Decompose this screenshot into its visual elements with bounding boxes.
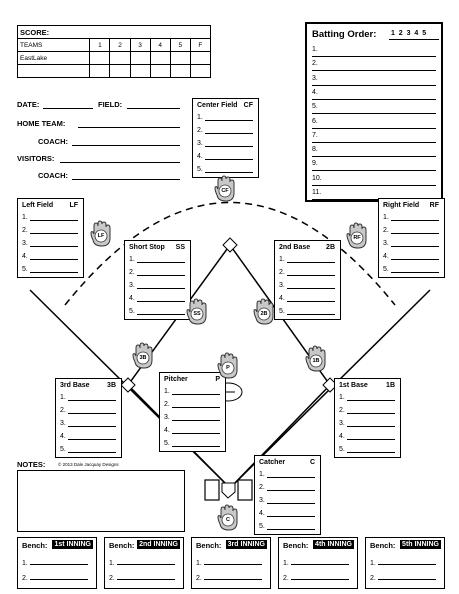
short-stop-glove-icon xyxy=(186,298,208,331)
inning-final: F xyxy=(190,39,210,52)
team-row-1[interactable]: EastLake xyxy=(18,52,90,65)
bench-box-4 xyxy=(278,537,358,589)
position-title: Catcher xyxy=(259,459,286,466)
position-line[interactable]: 5. xyxy=(383,266,439,273)
bench-line[interactable]: 1. xyxy=(109,558,175,567)
batting-line[interactable]: 7. xyxy=(312,132,436,143)
position-abbr: C xyxy=(309,459,315,466)
inning-1: 1 xyxy=(90,39,110,52)
position-line[interactable]: 2. xyxy=(259,484,315,491)
glove-label: 3B xyxy=(139,354,147,361)
position-line[interactable]: 4. xyxy=(60,433,116,440)
position-line[interactable]: 1. xyxy=(197,114,253,121)
right-field-box xyxy=(378,198,445,278)
bench-label: Bench: xyxy=(22,541,48,550)
position-abbr: 1B xyxy=(386,382,395,389)
position-line[interactable]: 1. xyxy=(22,214,78,221)
visitors-field[interactable] xyxy=(60,162,180,163)
position-abbr: CF xyxy=(243,102,253,109)
batting-line[interactable]: 2. xyxy=(312,60,436,71)
position-line[interactable]: 2. xyxy=(383,227,439,234)
first-base-box xyxy=(334,378,401,458)
position-line[interactable]: 2. xyxy=(279,269,335,276)
position-line[interactable]: 3. xyxy=(164,414,220,421)
position-line[interactable]: 4. xyxy=(129,295,185,302)
glove-label: LF xyxy=(97,232,105,239)
date-field[interactable] xyxy=(43,108,93,109)
position-line[interactable]: 2. xyxy=(197,127,253,134)
bench-inning: 5th INNING xyxy=(402,541,439,548)
glove-label: 2B xyxy=(260,310,268,317)
position-title: Left Field xyxy=(22,202,54,209)
position-line[interactable]: 3. xyxy=(22,240,78,247)
glove-label: 1B xyxy=(312,357,320,364)
notes-box[interactable] xyxy=(17,470,185,532)
position-line[interactable]: 5. xyxy=(279,308,335,315)
bench-inning: 2nd INNING xyxy=(139,541,178,548)
date-label: DATE: xyxy=(17,100,40,109)
score-table xyxy=(17,25,211,78)
glove-label: SS xyxy=(193,310,201,317)
position-line[interactable]: 1. xyxy=(259,471,315,478)
glove-label: CF xyxy=(221,187,229,194)
glove-label: C xyxy=(226,516,230,523)
short-stop-box xyxy=(124,240,191,320)
bench-label: Bench: xyxy=(109,541,135,550)
second-base-glove-icon xyxy=(253,298,275,331)
catcher-box xyxy=(254,455,321,535)
batting-order-title: Batting Order: xyxy=(312,29,377,40)
third-base-box xyxy=(55,378,122,458)
position-abbr: P xyxy=(215,376,220,383)
position-line[interactable]: 5. xyxy=(339,446,395,453)
bench-inning: 4th INNING xyxy=(315,541,352,548)
bench-label: Bench: xyxy=(196,541,222,550)
position-line[interactable]: 1. xyxy=(129,256,185,263)
position-abbr: 3B xyxy=(107,382,116,389)
center-field-box xyxy=(192,98,259,178)
position-line[interactable]: 1. xyxy=(60,394,116,401)
bench-line[interactable]: 2. xyxy=(196,573,262,582)
position-title: 3rd Base xyxy=(60,382,90,389)
right-field-glove-icon xyxy=(346,222,368,255)
position-abbr: SS xyxy=(175,244,185,251)
position-line[interactable]: 3. xyxy=(60,420,116,427)
position-abbr: RF xyxy=(429,202,439,209)
inning-4: 4 xyxy=(150,39,170,52)
position-line[interactable]: 5. xyxy=(129,308,185,315)
position-line[interactable]: 3. xyxy=(383,240,439,247)
inning-2: 2 xyxy=(110,39,130,52)
batting-line[interactable]: 3. xyxy=(312,75,436,86)
pitcher-glove-icon xyxy=(217,352,239,385)
position-abbr: LF xyxy=(69,202,78,209)
position-title: 2nd Base xyxy=(279,244,311,251)
position-title: Center Field xyxy=(197,102,238,109)
field-field[interactable] xyxy=(127,108,180,109)
catcher-glove-icon xyxy=(217,504,239,537)
inning-5: 5 xyxy=(170,39,190,52)
position-line[interactable]: 3. xyxy=(339,420,395,427)
bench-line[interactable]: 2. xyxy=(370,573,436,582)
bench-inning: 1st INNING xyxy=(54,541,91,548)
bench-line[interactable]: 1. xyxy=(370,558,436,567)
bench-line[interactable]: 1. xyxy=(196,558,262,567)
position-line[interactable]: 4. xyxy=(22,253,78,260)
position-line[interactable]: 4. xyxy=(339,433,395,440)
batting-line[interactable]: 4. xyxy=(312,89,436,100)
bench-label: Bench: xyxy=(370,541,396,550)
visitors-coach-field[interactable] xyxy=(72,179,180,180)
inning-3: 3 xyxy=(130,39,150,52)
position-line[interactable]: 2. xyxy=(22,227,78,234)
home-team-field[interactable] xyxy=(78,127,180,128)
field-label: FIELD: xyxy=(98,100,123,109)
score-title: SCORE: xyxy=(18,26,211,39)
home-coach-field[interactable] xyxy=(72,145,180,146)
bench-box-3 xyxy=(191,537,271,589)
notes-label: NOTES: xyxy=(17,460,46,469)
position-line[interactable]: 3. xyxy=(129,282,185,289)
batting-line[interactable]: 11. xyxy=(312,189,436,200)
position-line[interactable]: 5. xyxy=(197,166,253,173)
bench-line[interactable]: 1. xyxy=(22,558,88,567)
position-line[interactable]: 4. xyxy=(164,427,220,434)
teams-label: TEAMS xyxy=(18,39,90,52)
position-line[interactable]: 1. xyxy=(383,214,439,221)
bench-box-5 xyxy=(365,537,445,589)
position-line[interactable]: 1. xyxy=(279,256,335,263)
pitcher-box xyxy=(159,372,226,452)
center-field-glove-icon xyxy=(214,175,236,208)
position-line[interactable]: 2. xyxy=(60,407,116,414)
bench-line[interactable]: 2. xyxy=(283,573,349,582)
position-line[interactable]: 5. xyxy=(259,523,315,530)
position-line[interactable]: 4. xyxy=(279,295,335,302)
left-field-box xyxy=(17,198,84,278)
batting-line[interactable]: 10. xyxy=(312,175,436,186)
bench-line[interactable]: 2. xyxy=(109,573,175,582)
bench-box-2 xyxy=(104,537,184,589)
home-coach-label: COACH: xyxy=(38,137,68,146)
bench-box-1 xyxy=(17,537,97,589)
second-base-box xyxy=(274,240,341,320)
left-field-glove-icon xyxy=(90,220,112,253)
position-line[interactable]: 5. xyxy=(164,440,220,447)
batting-line[interactable]: 1. xyxy=(312,46,436,57)
glove-label: P xyxy=(226,364,230,371)
position-line[interactable]: 5. xyxy=(22,266,78,273)
position-title: Short Stop xyxy=(129,244,165,251)
position-line[interactable]: 2. xyxy=(339,407,395,414)
home-team-label: HOME TEAM: xyxy=(17,119,66,128)
team-row-2[interactable] xyxy=(18,65,90,78)
position-title: 1st Base xyxy=(339,382,368,389)
copyright-text: © 2013 Dale Jacquay Designs xyxy=(58,462,119,467)
visitors-coach-label: COACH: xyxy=(38,171,68,180)
bench-inning: 3rd INNING xyxy=(227,541,265,548)
batting-line[interactable]: 9. xyxy=(312,160,436,171)
batting-line[interactable]: 6. xyxy=(312,118,436,129)
position-line[interactable]: 2. xyxy=(129,269,185,276)
position-line[interactable]: 1. xyxy=(164,388,220,395)
position-line[interactable]: 3. xyxy=(197,140,253,147)
batting-order-box xyxy=(305,22,443,202)
position-line[interactable]: 4. xyxy=(259,510,315,517)
glove-label: RF xyxy=(353,234,361,241)
position-line[interactable]: 2. xyxy=(164,401,220,408)
bench-line[interactable]: 2. xyxy=(22,573,88,582)
batting-line[interactable]: 8. xyxy=(312,146,436,157)
third-base-glove-icon xyxy=(132,342,154,375)
position-abbr: 2B xyxy=(326,244,335,251)
position-line[interactable]: 4. xyxy=(197,153,253,160)
position-title: Pitcher xyxy=(164,376,188,383)
first-base-glove-icon xyxy=(305,345,327,378)
batting-line[interactable]: 5. xyxy=(312,103,436,114)
bench-label: Bench: xyxy=(283,541,309,550)
batting-order-nums: 1 2 3 4 5 xyxy=(391,30,427,37)
position-line[interactable]: 3. xyxy=(259,497,315,504)
position-line[interactable]: 1. xyxy=(339,394,395,401)
position-line[interactable]: 3. xyxy=(279,282,335,289)
position-title: Right Field xyxy=(383,202,420,209)
visitors-label: VISITORS: xyxy=(17,154,55,163)
position-line[interactable]: 4. xyxy=(383,253,439,260)
position-line[interactable]: 5. xyxy=(60,446,116,453)
bench-line[interactable]: 1. xyxy=(283,558,349,567)
